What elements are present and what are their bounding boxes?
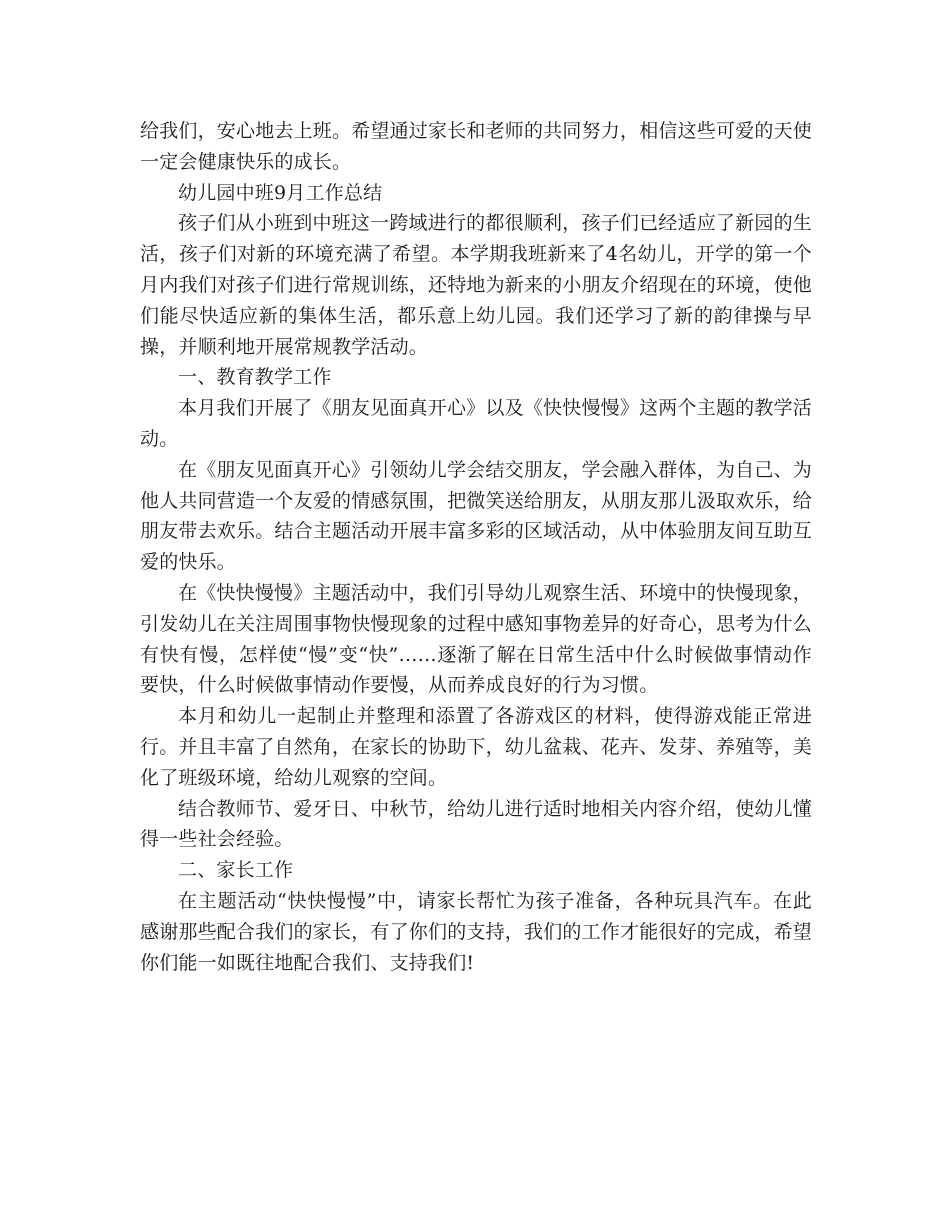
paragraph-fast-slow-theme: 在《快快慢慢》主题活动中，我们引导幼儿观察生活、环境中的快慢现象，引发幼儿在关注周围事物快慢现象的过程中感知事物差异的好奇心，思考为什么有快有慢，怎样使“慢”变“快”……逐渐了解在日常生活中什么时候做事情动作要快，什么时候做事情动作要慢，从而养成良好的行为习惯。 — [140, 581, 813, 697]
paragraph-festivals: 结合教师节、爱牙日、中秋节，给幼儿进行适时地相关内容介绍，使幼儿懂得一些社会经验。 — [140, 797, 812, 851]
document-title: 幼儿园中班9月工作总结 — [178, 181, 383, 204]
paragraph-intro: 孩子们从小班到中班这一跨域进行的都很顺利，孩子们已经适应了新园的生活，孩子们对新的环境充满了希望。本学期我班新来了4名幼儿，开学的第一个月内我们对孩子们进行常规训练，还特地为新来的小朋友介绍现在的环境，使他们能尽快适应新的集体生活，都乐意上幼儿园。我们还学习了新的韵律操与早操，并顺利地开展常规教学活动。 — [140, 212, 813, 358]
section-heading-parents: 二、家长工作 — [178, 859, 294, 882]
paragraph-friends-theme: 在《朋友见面真开心》引领幼儿学会结交朋友，学会融入群体，为自己、为他人共同营造一个友爱的情感氛围，把微笑送给朋友，从朋友那儿汲取欢乐，给朋友带去欢乐。结合主题活动开展丰富多彩的区域活动，从中体验朋友间互助互爱的快乐。 — [140, 458, 813, 574]
section-heading-teaching: 一、教育教学工作 — [178, 366, 332, 389]
paragraph-play-areas: 本月和幼儿一起制止并整理和添置了各游戏区的材料，使得游戏能正常进行。并且丰富了自然角，在家长的协助下，幼儿盆栽、花卉、发芽、养殖等，美化了班级环境，给幼儿观察的空间。 — [140, 705, 813, 789]
document-body — [140, 116, 812, 978]
paragraph-continuation: 给我们，安心地去上班。希望通过家长和老师的共同努力，相信这些可爱的天使一定会健康快乐的成长。 — [140, 120, 813, 173]
paragraph-themes: 本月我们开展了《朋友见面真开心》以及《快快慢慢》这两个主题的教学活动。 — [140, 397, 812, 450]
paragraph-parents: 在主题活动“快快慢慢”中，请家长帮忙为孩子准备，各种玩具汽车。在此感谢那些配合我们的家长，有了你们的支持，我们的工作才能很好的完成，希望你们能一如既往地配合我们、支持我们! — [140, 889, 813, 974]
